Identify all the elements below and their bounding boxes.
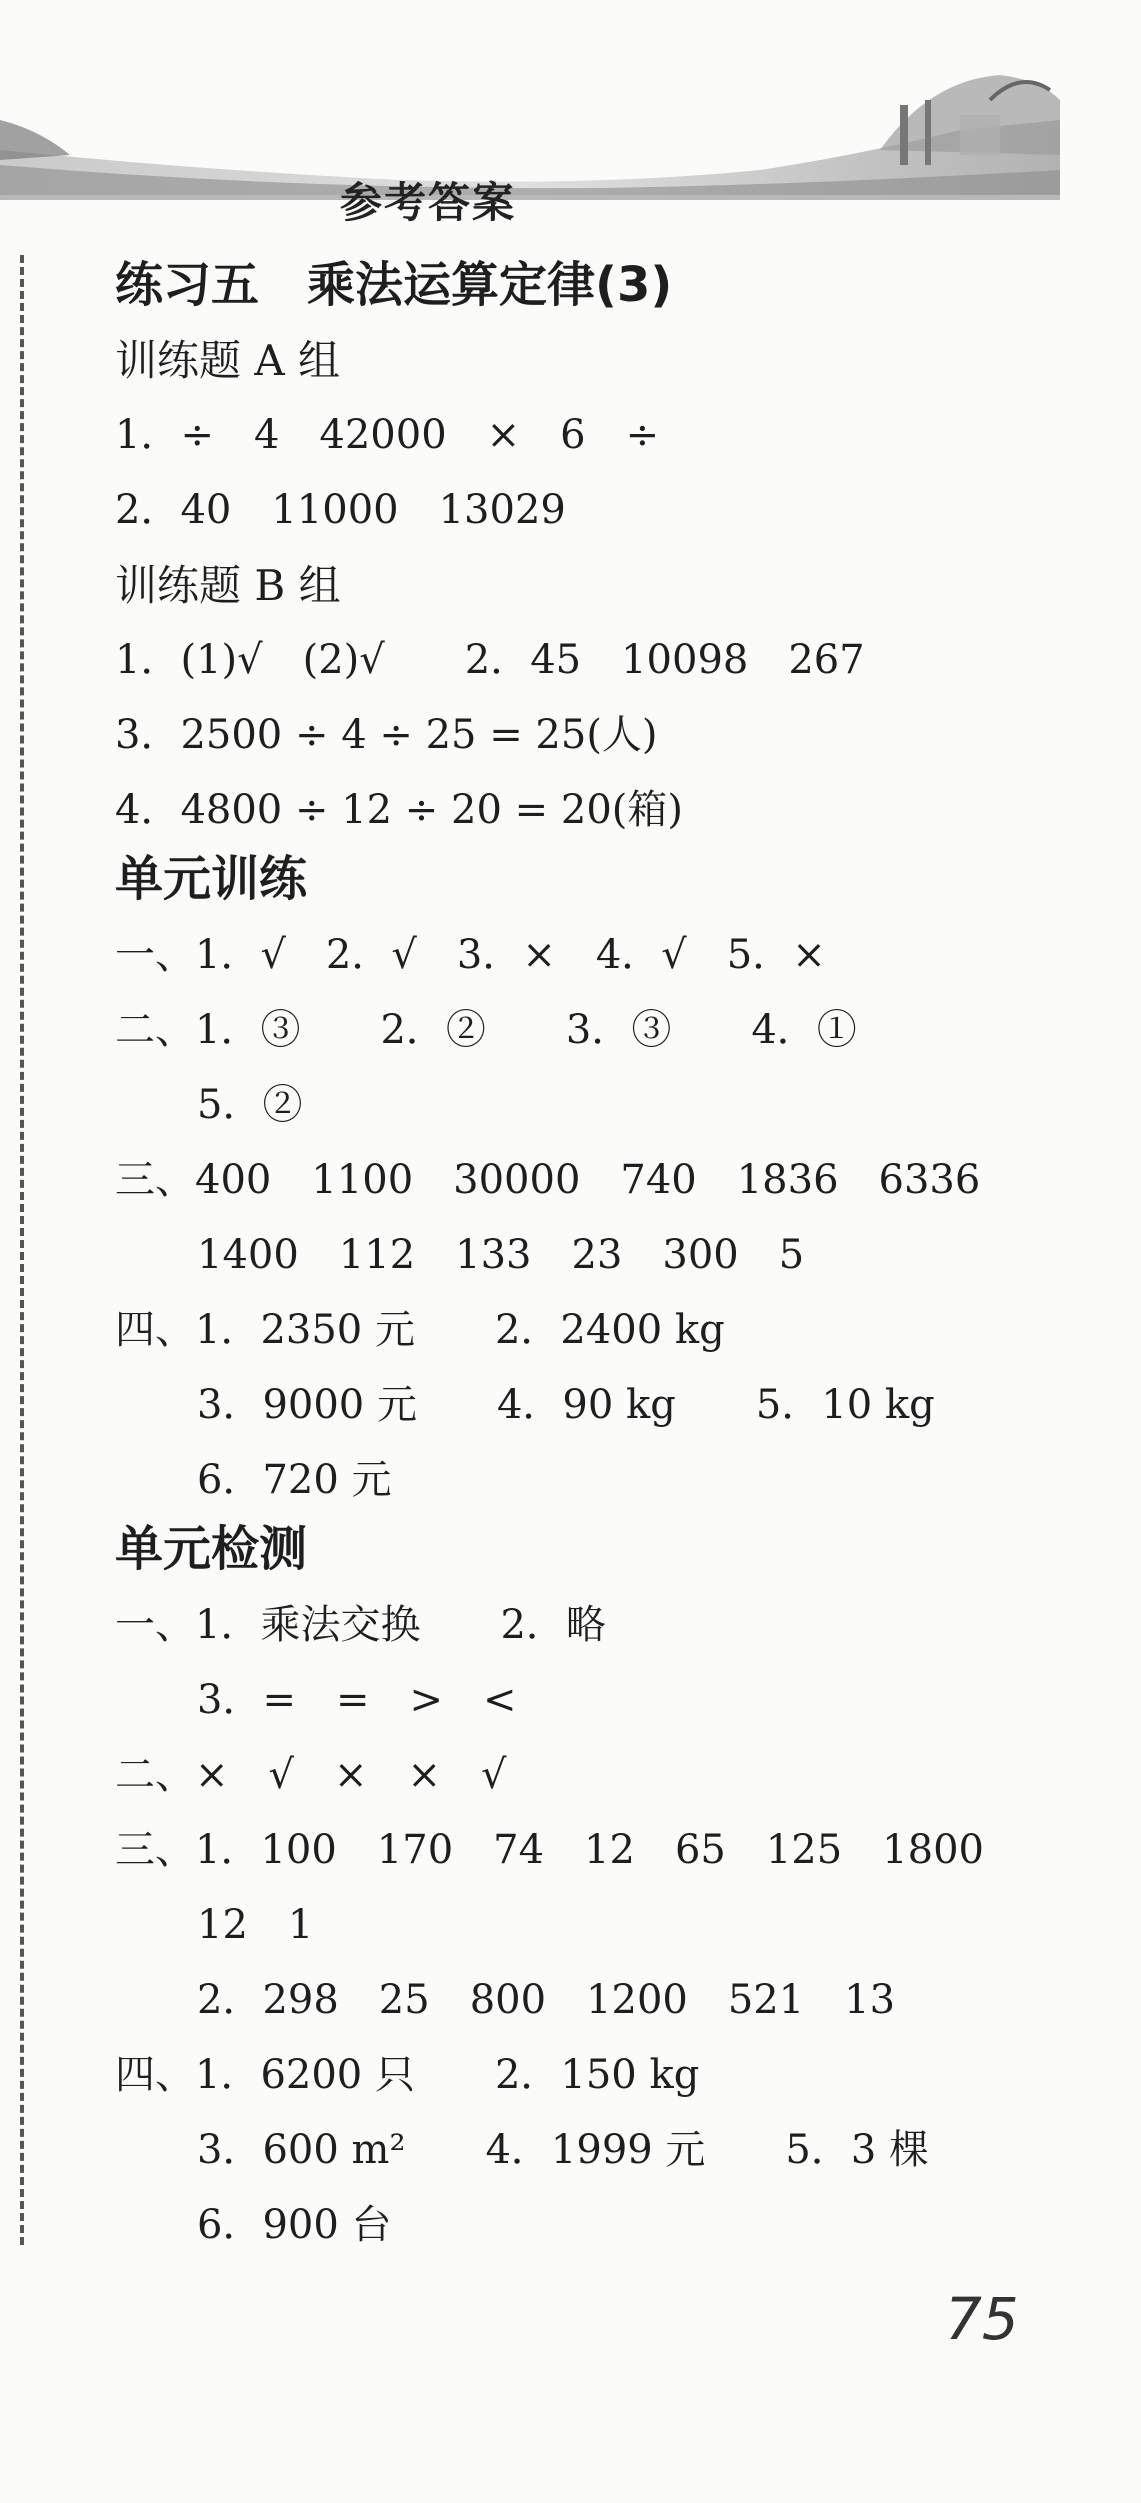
answer-line: 1．÷ 4 42000 × 6 ÷	[115, 412, 660, 458]
answer-line: 一、1．乘法交换 2．略	[115, 1602, 606, 1648]
section-title: 单元训练	[115, 851, 308, 907]
answer-line: 3．2500 ÷ 4 ÷ 25 = 25(人)	[115, 712, 658, 758]
answer-line: 三、400 1100 30000 740 1836 6336	[115, 1157, 981, 1203]
answer-line: 一、1．√ 2．√ 3．× 4．√ 5．×	[115, 932, 826, 978]
answer-line: 四、1．6200 只 2．150 kg	[115, 2052, 700, 2098]
subsection-title: 训练题 A 组	[115, 336, 341, 385]
answer-line: 3．600 m² 4．1999 元 5．3 棵	[197, 2127, 930, 2173]
dashed-margin-line	[20, 255, 24, 2245]
answer-line: 5．②	[197, 1082, 303, 1128]
answer-line: 3．= = > <	[197, 1677, 517, 1723]
answer-line: 2．40 11000 13029	[115, 487, 566, 533]
section-title: 单元检测	[115, 1521, 308, 1577]
subsection-title: 训练题 B 组	[115, 561, 341, 610]
answer-line: 四、1．2350 元 2．2400 kg	[115, 1307, 725, 1353]
landscape-decoration-icon	[0, 60, 1060, 200]
header-banner	[0, 60, 1060, 227]
answer-line: 1400 112 133 23 300 5	[197, 1232, 805, 1278]
page-number: 75	[945, 2285, 1019, 2353]
answer-line: 二、1．③ 2．② 3．③ 4．①	[115, 1007, 857, 1053]
answer-line: 2．298 25 800 1200 521 13	[197, 1977, 896, 2023]
answer-line: 12 1	[197, 1902, 314, 1948]
answer-line: 6．720 元	[197, 1457, 392, 1503]
answer-line: 1．(1)√ (2)√ 2．45 10098 267	[115, 637, 865, 683]
answer-line: 6．900 台	[197, 2202, 392, 2248]
section-title: 练习五 乘法运算定律(3)	[115, 257, 673, 313]
answer-line: 4．4800 ÷ 12 ÷ 20 = 20(箱)	[115, 787, 683, 833]
answer-line: 二、× √ × × √	[115, 1752, 507, 1798]
answer-line: 三、1．100 170 74 12 65 125 1800	[115, 1827, 984, 1873]
answer-line: 3．9000 元 4．90 kg 5．10 kg	[197, 1382, 935, 1428]
header-title: 参考答案	[340, 178, 517, 227]
